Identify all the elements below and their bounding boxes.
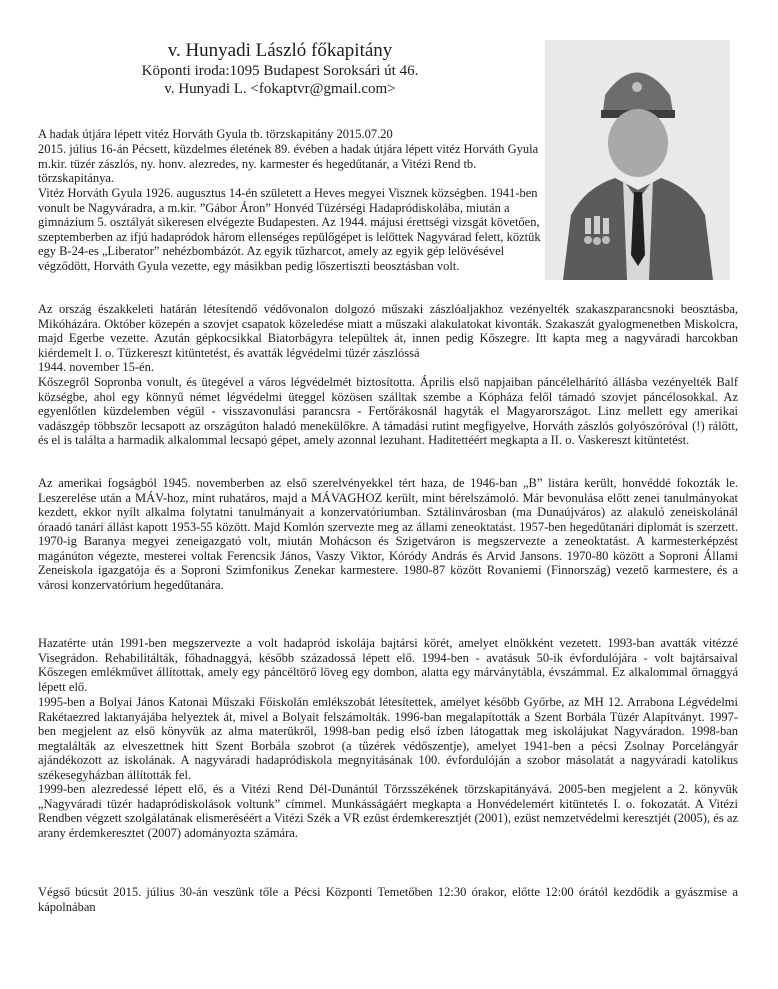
paragraph-music-career: Az amerikai fogságból 1945. novemberben az első szerelvényekkel tért haza, de 1946-ban „B” listára került, honvéddé fokozták le. Leszerelése után a MÁV-hoz, mint ruhatáros, majd a MÁVAGHOZ került, mint bérelszámoló. Már bevonulása előtt zenei tanulmányokat kezdett, ekkor nyílt alkalma folytatni tanulmányait a konzervatóriumban. Sztálinvárosban (ma Dunaújváros) az alakuló zeneiskolánál óraadó tanári állást kapott 1953-55 között. Majd Komlón szervezte meg az állami zeneoktatást. 1957-ben hegedűtanári diplomát is szerzett. 1970-ig Baranya megyei zeneigazgató volt, miután Mohácson és Szigetváron is megszervezte a zeneoktatást. A karmesterképzést magánúton végezte, mesterei voltak Ferencsik János, Vaszy Viktor, Kóródy András és Arvid Jansons. 1970-80 között a Soproni Állami Zeneiskola igazgatója és a Soproni Szimfonikus Zenekar karmestere. 1980-87 között Rovaniemi (Finnország) vezető karmestere, és a városi konzervatórium hegedűtanára. (38, 476, 738, 592)
letterhead (0, 40, 560, 98)
paragraph-defense-line: Az ország északkeleti határán létesítendő védővonalon dolgozó műszaki zászlóaljakhoz vezényelték szakaszparancsnoki beosztásba, Mikóházára. Október közepén a szovjet csapatok közeledése miatt a műszaki alakulatokat kivonták. Szakaszát gyalogmenetben Miskolcra, majd Egerbe vezette. Azután gépkocsikkal Biatorbágyra települtek át, innen pedig Kőszegre. Itt kapta meg a nagyváradi harcokban kiérdemelt I. o. Tűzkereszt kitüntetést, és avatták légvédelmi tüzér zászlóssá (38, 302, 738, 360)
paragraph-awards: 1999-ben alezredessé lépett elő, és a Vitézi Rend Dél-Dunántúl Törzsszékének törzskapitányává. 2005-ben megjelent a 2. könyvük „Nagyváradi tüzér hadapródiskolások voltunk” címmel. Munkásságáért megkapta a Honvédelemért kitüntetés I. o. fokozatát. A Vitézi Rendben végzett szolgálatának elismeréséért a Vitézi Szék a VR ezüst érdemkeresztjét (2001), ezüst nemzetvédelmi keresztjét (2005), és az arany érdemkeresztet (2007) adományozta számára. (38, 782, 738, 840)
paragraph-promotion-date: 1944. november 15-én. (38, 360, 154, 374)
paragraph-death-notice: 2015. július 16-án Pécsett, küzdelmes életének 89. évében a hadak útjára lépett vitéz Horváth Gyula m.kir. tüzér zászlós, ny. honv. alezredes, ny. karmester és hegedűtanár, a Vitézi Rend tb. törzskapitánya. (38, 142, 539, 185)
paragraph-sopron: Kőszegről Sopronba vonult, és ütegével a város légvédelmét biztosította. Április első napjaiban páncélelhárító állásba vezényelték Balf községbe, ahol egy könnyű német légvédelmi üteggel közösen szálltak szembe a Kópháza felől támadó szovjet páncélosokkal. Az egyenlőtlen küzdelemben végül - visszavonulási parancsra - Fertőrákosnál hagyták el Magyarországot. Linz mellett egy amerikai vadászgép többször lecsapott az országúton haladó menekülőkre. A támadási rutint megfigyelve, Horváth zászlós golyószóróval (!) rálőtt, és el is találta a harmadik alkalommal lecsapó gépet, amely azonnal lezuhant. Haditettéért megkapta a II. o. Vaskereszt kitüntetést. (38, 375, 738, 447)
office-address: Köponti iroda:1095 Budapest Soroksári út 46. (141, 63, 419, 79)
paragraph-early-life: Vitéz Horváth Gyula 1926. augusztus 14-én született a Heves megyei Visznek községben. 1941-ben vonult be Nagyváradra, a m.kir. ”Gábor Áron” Honvéd Tüzérségi Hadapródiskolába, miután a gimnázium 5. osztályát sikeresen elvégezte Budapesten. Az 1944. májusi érettségi vizsgát követően, szeptemberben az ifjú hadapródok három ellenséges repülőgépet is lelőttek Nagyvárad felett, köztük egy B-24-es „Liberator” nehézbombázót. Az egyik tűzharcot, amely az egyik gép lelövésével végződött, Horváth Gyula vezette, egy másikban pedig lőszertiszti beosztásban volt. (38, 186, 541, 273)
sender-title: v. Hunyadi László főkapitány (167, 40, 393, 61)
portrait-photo (545, 40, 730, 280)
contact-line: v. Hunyadi L. <fokaptvr@gmail.com> (164, 81, 396, 97)
paragraph-funeral: Végső búcsút 2015. július 30-án veszünk tőle a Pécsi Központi Temetőben 12:30 órakor, előtte 12:00 órától kezdődik a gyászmise a kápolnában (38, 885, 738, 914)
article-heading: A hadak útjára lépett vitéz Horváth Gyula tb. törzskapitány 2015.07.20 (38, 127, 393, 141)
paragraph-rehabilitation: Hazatérte után 1991-ben megszervezte a volt hadapród iskolája bajtársi körét, amelyet elnökként vezetett. 1993-ban avatták vitézzé Visegrádon. Rehabilitálták, főhadnaggyá, később századossá lépett elő. 1994-ben - avatásuk 50-ik évfordulójára - volt bajtársaival Kőszegen emlékművet állítottak, amely egy páncéltörő löveg egy dombon, alatta egy márványtábla, évszámmal. Ez alkalommal őrnaggyá lépett elő. (38, 636, 738, 694)
paragraph-memorial-room: 1995-ben a Bolyai János Katonai Műszaki Főiskolán emlékszobát létesítettek, amelyet később Győrbe, az MH 12. Arrabona Légvédelmi Rakétaezred laktanyájába helyeztek át, mivel a Bolyait felszámolták. 1996-ban megalapították a Szent Borbála Tüzér Alapítványt. 1997-ben megjelent az első könyvük az alma materükről, 1998-ban pedig első ízben látogattak meg iskolájukat Nagyváradon. 1998-ban megtalálták az elveszettnek hitt Szent Borbála szobrot (a tüzérek védőszentje), amelyet 1941-ben a pécsi Zsolnay Porcelángyár ajándékozott az iskolának. A nagyváradi hadapródiskola megnyitásának 100. évfordulóján a szobor másolatát a nagyváradi katolikus székesegyházban állították fel. (38, 695, 738, 782)
